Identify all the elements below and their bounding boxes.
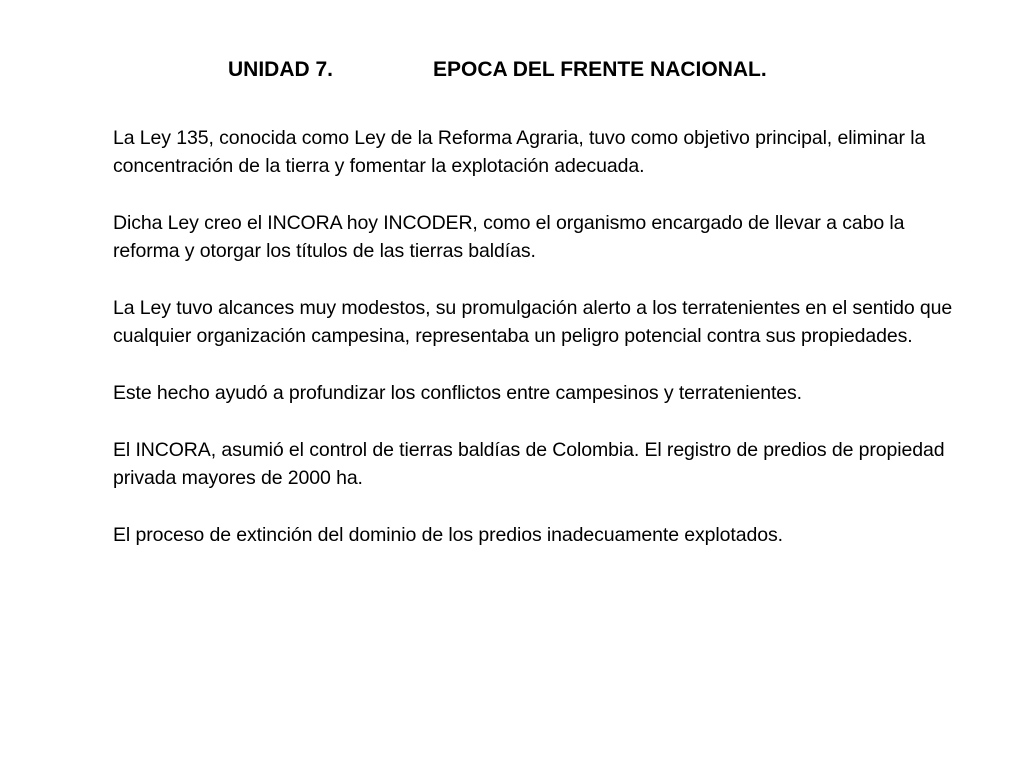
- slide-title: [0, 54, 1024, 86]
- title-heading: EPOCA DEL FRENTE NACIONAL.: [433, 58, 767, 81]
- title-unit: UNIDAD 7.: [228, 58, 334, 81]
- paragraph-ley-135: La Ley 135, conocida como Ley de la Reforma Agraria, tuvo como objetivo principal, eliminar la concentración de la tierra y fomentar la explotación adecuada.: [113, 127, 926, 177]
- paragraph-conflictos: Este hecho ayudó a profundizar los conflictos entre campesinos y terratenientes.: [113, 382, 802, 404]
- paragraph-incora-creation: Dicha Ley creo el INCORA hoy INCODER, como el organismo encargado de llevar a cabo la reforma y otorgar los títulos de las tierras baldías.: [113, 212, 905, 262]
- paragraph-alcances: La Ley tuvo alcances muy modestos, su promulgación alerto a los terratenientes en el sentido que cualquier organización campesina, representaba un peligro potencial contra sus propiedades.: [113, 297, 953, 347]
- paragraph-control-tierras: El INCORA, asumió el control de tierras baldías de Colombia. El registro de predios de propiedad privada mayores de 2000 ha.: [113, 439, 945, 489]
- slide-body: [113, 124, 973, 578]
- paragraph-extincion-dominio: El proceso de extinción del dominio de los predios inadecuamente explotados.: [113, 524, 783, 546]
